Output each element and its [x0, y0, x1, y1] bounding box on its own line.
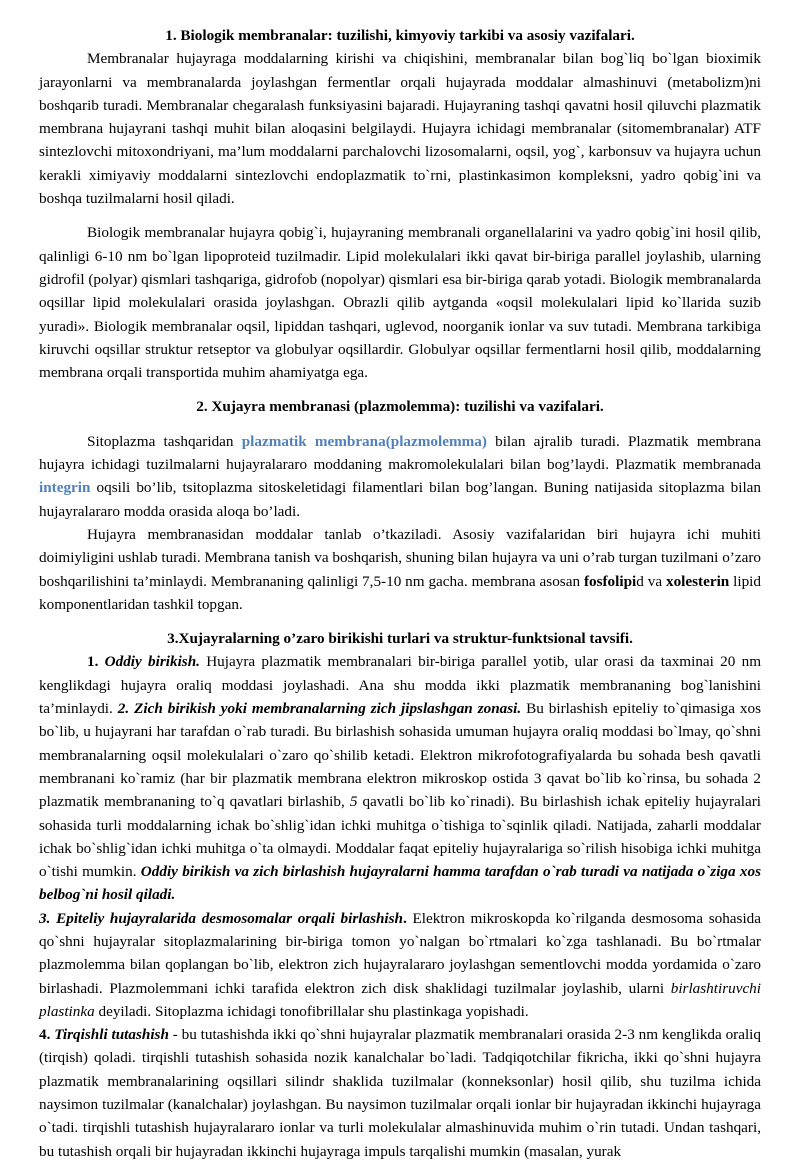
section-1-heading: 1. Biologik membranalar: tuzilishi, kimyoviy tarkibi va asosiy vazifalari. — [165, 27, 635, 44]
section-1-paragraph-1: Membranalar hujayraga moddalarning kirishi va chiqishini, membranalar bilan bog`liq bo`lgan bioximik jarayonlarni va membranalarda joylashgan fermentlar orqali hujayrada moddalar almashinuvi (metabolizm)ni boshqarib turadi. Membranalar chegaralash funksiyasini bajaradi. Hujayraning tashqi qavatni hosil qiluvchi plazmatik membrana hujayrani tashqi muhit bilan aloqasini belgilaydi. Hujayra ichidagi membranalar (sitomembranalar) ATF sintezlovchi mitoxondriyani, ma’lum moddalarni parchalovchi lizosomalarni, oqsil, yog`, karbonsuv va hujayra uchun kerakli ximiyaviy moddalarni sintezlovchi endoplazmatik to`rni, plastinkasimon kompleksni, yadro qobig`ini va boshqa tuzilmalarni hosil qiladi. — [39, 50, 761, 208]
text-run: deyiladi. Sitoplazma ichidagi tonofibrillalar shu plastinkaga yopishadi. — [94, 1002, 529, 1020]
item-number: 1. — [87, 653, 105, 671]
section-1-paragraph-2: Biologik membranalar hujayra qobig`i, hujayraning membranali organellalarini va yadro qobig`ini hosil qilib, qalinligi 6-10 nm bo`lgan lipoproteid tuzilmadir. Lipid molekulalari ikki qavat bir-biriga parallel joylashib, ularning gidrofil (polyar) qismlari tashqariga, gidrofob (nopolyar) qismlari esa bir-biriga qarab yotadi. Biologik membranalarda oqsillar lipid molekulalari orasida joylashgan. Obrazli qilib aytganda «oqsil molekulalari lipid ko`llarida suzib yuradi». Biologik membranalar oqsil, lipiddan tashqari, uglevod, noorganik ionlar va suv tutadi. Membrana tarkibiga kiruvchi oqsillar struktur retseptor va globulyar oqsillardir. Globulyar oqsillar fermentlarni hosil qilib, moddalarning membrana orqali transportida muhim ahamiyatga ega. — [39, 224, 761, 382]
text-run: Hujayra plazmatik membranalari bir-biriga parallel yotib, ular orasi da taxminai 20 nm kenglikdagi hujayra oraliq moddasi joylashadi. Ana shu modda ikki plazmatik membrananing bog`lanishini ta’minlaydi. — [39, 653, 762, 718]
bold-term: fosfolipi — [583, 572, 637, 590]
bold-italic-term: Tirqishli tutashish — [54, 1026, 169, 1044]
section-3-paragraph-1 — [39, 650, 761, 906]
bold-italic-term: Oddiy birikish. — [104, 653, 200, 671]
plasma-membrane-link[interactable]: plazmatik membrana(plazmolemma) — [241, 432, 487, 450]
text-run: qavatli bo`lib ko`rinadi). Bu birlashish ichak epiteliy hujayralari sohasida turli moddalarning ichak bo`shlig`idan ichki muhitga o`tishiga to`sqinlik qiladi. Natijada, zaharli moddalar ichak bo`shlig`idan ichki muhitga o`ta olmaydi. Moddalar faqat epiteliy hujayralariga so`rilish hisobiga ichki muhitga o`tishi mumkin. — [39, 793, 761, 881]
italic-term: birlashtiruvchi plastinka — [39, 979, 761, 1020]
text-run: Sitoplazma tashqaridan — [87, 432, 242, 450]
text-run: Elektron mikroskopda ko`rilganda desmosoma sohasida qo`shni hujayralar sitoplazmalarining bir-biriga tomon yo`nalgan bo`rtmalari ko`zga tashlanadi. Bu bo`rtmalar plazmolemma bilan qoplangan bo`lib, elektron zich hujayralararo joylashgan sementlovchi modda yordamida o`zaro birlashadi. Plazmolemmani ichki tarafida elektron zich disk shaklidagi tuzilmalar joylashib, ularni — [39, 909, 761, 997]
bold-italic-note: Oddiy birikish va zich birlashish hujayralarni hamma tarafdan o`rab turadi va natijada o`ziga xos belbog`ni hosil qiladi. — [39, 863, 761, 904]
text-run: Hujayra membranasidan moddalar tanlab o’tkaziladi. Asosiy vazifalaridan biri hujayra ichi muhiti doimiyligini ushlab turadi. Membrana tanish va boshqarish, shuning bilan hujayra va uni o’rab turgan tuzilmani o’zaro boshqarilishini ta’minlaydi. Membrananing qalinligi 7,5-10 nm gacha. membrana asosan — [39, 525, 761, 590]
text-run: Bu birlashish epiteliy to`qimasiga xos bo`lib, u hujayrani har tarafdan o`rab turadi. Bu birlashish sohasida umuman hujayra oraliq moddasi bo`lmay, qo`shni membranalarning oqsil molekulalari o`zaro qo`shilib ketadi. Elektron mikrofotografiyalarda bu sohada besh qavatli membranani ko`ramiz (har bir plazmatik membrana elektron mikroskop ostida 3 qavat bo`lib ko`rinsa, bu sohada 2 plazmatik membrananing to`q qavatlari birlashib, — [39, 700, 762, 811]
section-3-paragraph-3 — [39, 1023, 761, 1163]
bold-italic-term: 2. Zich birikish yoki membranalarning zich jipslashgan zonasi. — [117, 700, 522, 718]
item-number: 4. — [39, 1026, 55, 1044]
section-2-paragraph-1 — [39, 430, 761, 523]
paragraph-gap — [39, 419, 761, 430]
italic-number: 5 — [349, 793, 358, 811]
text-run: - bu tutashishda ikki qo`shni hujayralar plazmatik membranalari orasida 2-3 nm kenglikda oraliq (tirqish) qoladi. tirqishli tutashish sohasida nozik kanalchalar bo`ladi. Tadqiqotchilar fikricha, ikki qo`shni hujayra plazmatik membranalarining oqsillari silindr shaklida tuzilmalar (konneksonlar) hosil qilib, shu tuzilma ichida naysimon tuzilmalar (kanalchalar) joylashgan. Bu naysimon tuzilmalar orqali ionlar bir hujayradan ikkinchi hujayraga o`tadi. tirqishli tutashish hujayralararo ionlar va turli molekulalar almashinuvida muhim o`rin tutadi. Undan tashqari, bu tutashish orqali bir hujayradan ikkinchi hujayraga impuls tarqalishi mumkin (masalan, yurak — [39, 1026, 762, 1160]
paragraph-gap — [39, 384, 761, 395]
section-3-heading: 3.Xujayralarning o’zaro birikishi turlari va struktur-funktsional tavsifi. — [167, 630, 633, 648]
bold-term: xolesterin — [665, 572, 730, 590]
text-run: lipid komponentlaridan tashkil topgan. — [39, 572, 761, 613]
text-run: bilan ajralib turadi. Plazmatik membrana hujayra ichidagi tuzilmalarni hujayralararo moddaning makromolekulalari bilan bog’laydi. Plazmatik membranada — [39, 432, 761, 474]
text-run: d va — [636, 572, 666, 590]
integrin-link[interactable]: integrin — [39, 479, 91, 497]
paragraph-gap — [39, 210, 761, 221]
bold-italic-term: 3. Epiteliy hujayralarida desmosomalar orqali birlashish — [39, 909, 404, 927]
bold-dot: . — [403, 909, 407, 927]
section-3-paragraph-2 — [39, 907, 761, 1023]
paragraph-gap — [39, 616, 761, 627]
text-run: oqsili bo’lib, tsitoplazma sitoskeletidagi filamentlari bilan bog’langan. Buning natijasida sitoplazma bilan hujayralararo modda orasida aloqa bo’ladi. — [39, 479, 761, 520]
section-2-paragraph-2 — [39, 523, 761, 616]
section-2-heading: 2. Xujayra membranasi (plazmolemma): tuzilishi va vazifalari. — [196, 398, 604, 416]
